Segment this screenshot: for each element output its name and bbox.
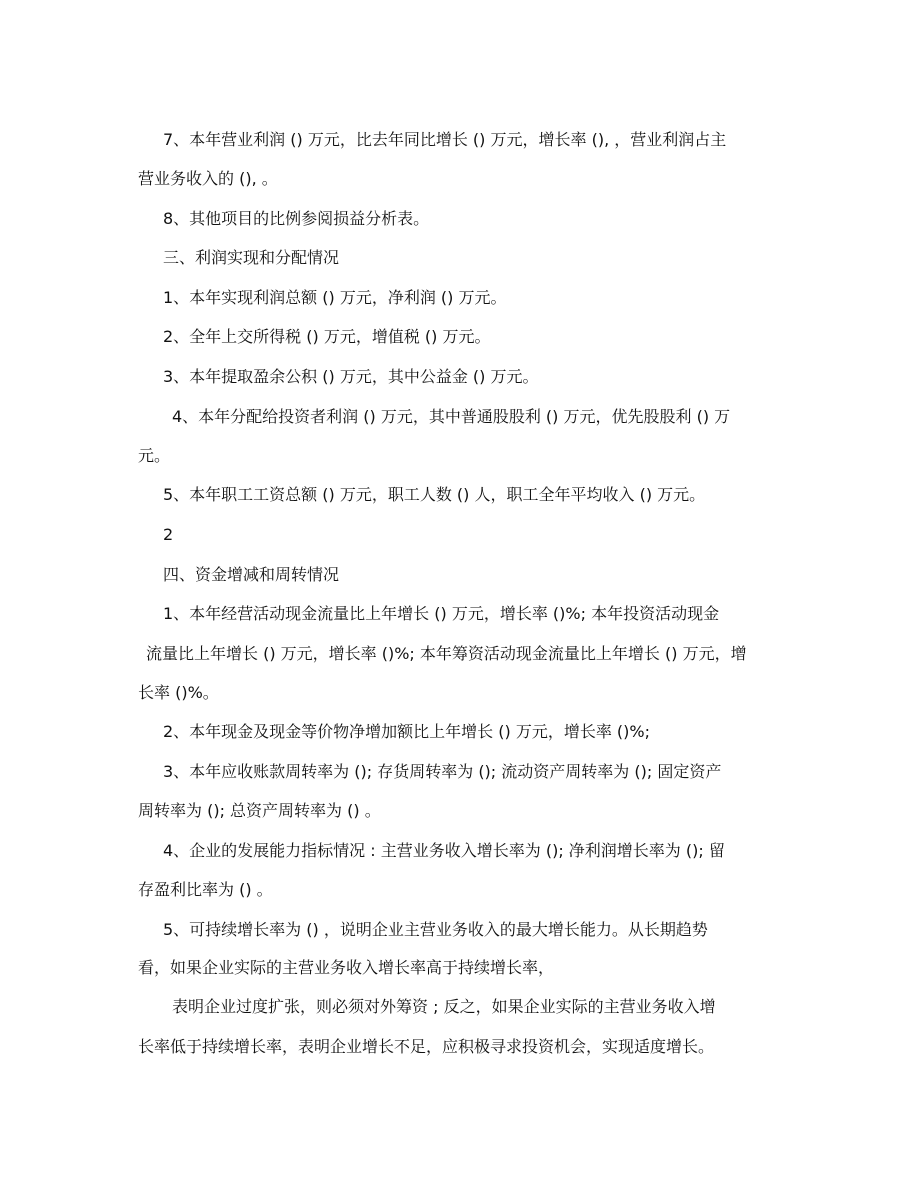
- text-line: 存盈利比率为 () 。: [138, 880, 273, 899]
- text-line: 看，如果企业实际的主营业务收入增长率高于持续增长率，: [138, 958, 555, 977]
- text-line: 营业务收入的 (), 。: [138, 169, 278, 188]
- text-line: 3、本年提取盈余公积 () 万元，其中公益金 () 万元。: [163, 367, 539, 386]
- text-line: 1、本年实现利润总额 () 万元，净利润 () 万元。: [163, 288, 507, 307]
- text-line: 长率 ()%。: [138, 683, 219, 702]
- section-heading: 四、资金增减和周转情况: [163, 565, 340, 584]
- text-line: 周转率为 (); 总资产周转率为 () 。: [138, 801, 381, 820]
- text-line: 长率低于持续增长率，表明企业增长不足，应积极寻求投资机会，实现适度增长。: [138, 1037, 715, 1056]
- text-line: 2、全年上交所得税 () 万元，增值税 () 万元。: [163, 327, 491, 346]
- text-line: 2、本年现金及现金等价物净增加额比上年增长 () 万元，增长率 ()%;: [163, 722, 651, 741]
- text-line: 流量比上年增长 () 万元，增长率 ()%; 本年筹资活动现金流量比上年增长 () 万元，增: [146, 644, 747, 663]
- text-line: 8、其他项目的比例参阅损益分析表。: [163, 209, 430, 228]
- page-number: 2: [163, 525, 174, 544]
- text-line: 5、本年职工工资总额 () 万元，职工人数 () 人，职工全年平均收入 () 万元。: [163, 485, 706, 504]
- text-line: 元。: [138, 446, 171, 465]
- text-line: 3、本年应收账款周转率为 (); 存货周转率为 (); 流动资产周转率为 (); 固定资产: [163, 762, 722, 781]
- text-line: 7、本年营业利润 () 万元，比去年同比增长 () 万元，增长率 (), ，营业利润占主: [163, 130, 727, 149]
- section-heading: 三、利润实现和分配情况: [163, 248, 340, 267]
- text-line: 5、可持续增长率为 () ，说明企业主营业务收入的最大增长能力。从长期趋势: [163, 920, 708, 939]
- text-line: 1、本年经营活动现金流量比上年增长 () 万元，增长率 ()%; 本年投资活动现金: [163, 604, 720, 623]
- text-line: 表明企业过度扩张，则必须对外筹资 ; 反之，如果企业实际的主营业务收入增: [172, 997, 716, 1016]
- text-line: 4、企业的发展能力指标情况 : 主营业务收入增长率为 (); 净利润增长率为 (); 留: [163, 841, 725, 860]
- text-line: 4、本年分配给投资者利润 () 万元，其中普通股股利 () 万元，优先股股利 () 万: [172, 407, 731, 426]
